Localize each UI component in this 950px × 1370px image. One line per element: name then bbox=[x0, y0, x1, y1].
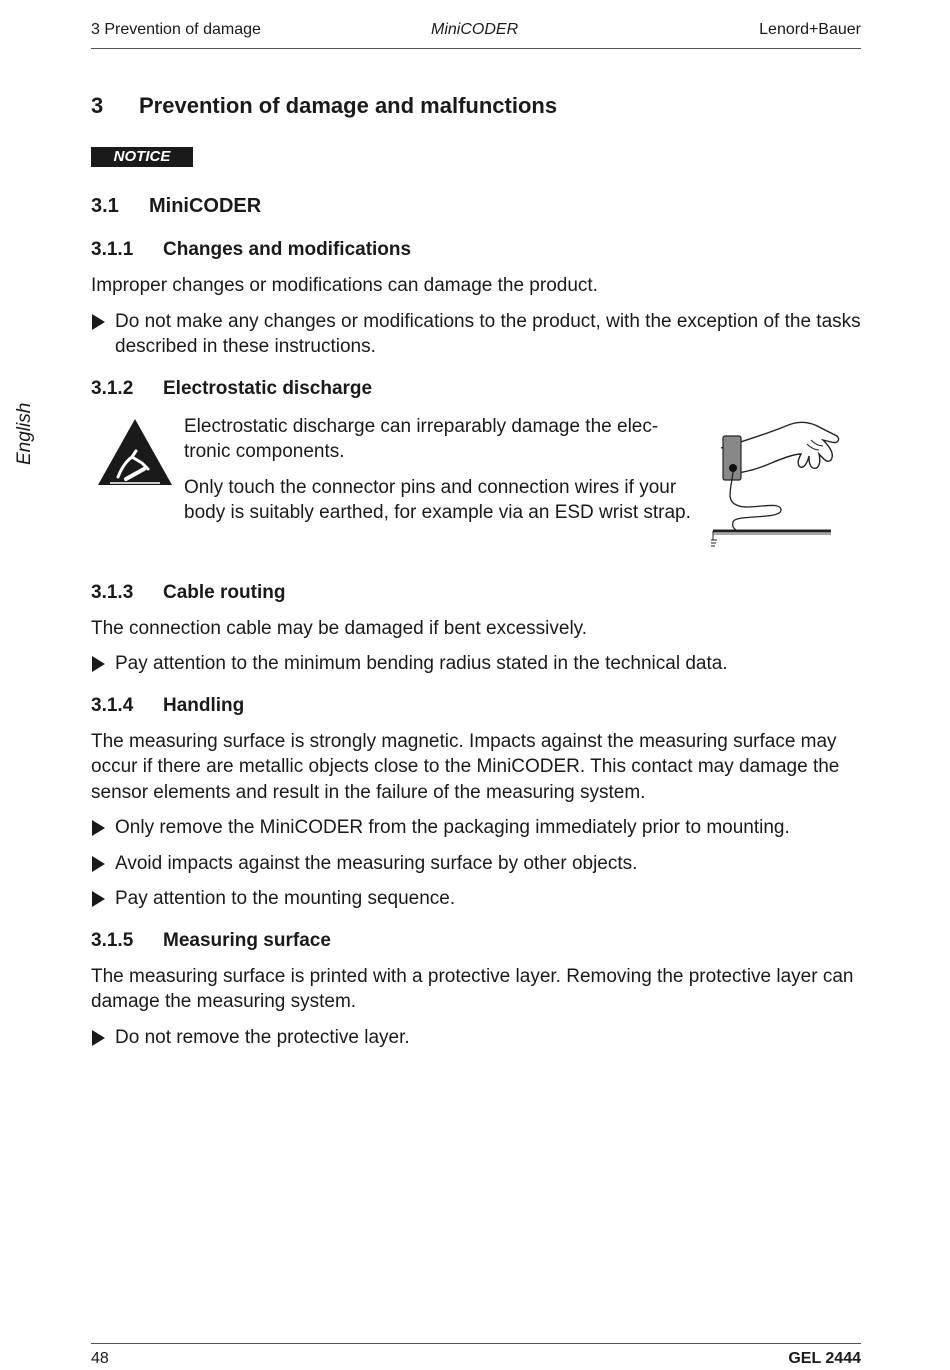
cable-text: The connection cable may be damaged if bent excessively. bbox=[91, 617, 588, 639]
subsection-number: 3.1.5 bbox=[91, 929, 134, 951]
triangle-bullet-icon bbox=[92, 656, 105, 672]
esd-text bbox=[184, 414, 704, 526]
section-number: 3.1 bbox=[91, 195, 119, 217]
document-code: GEL 2444 bbox=[788, 1350, 861, 1367]
esd-wrist-strap-icon bbox=[711, 414, 841, 549]
subsection-heading-surface bbox=[91, 928, 861, 954]
handling-bullet-3 bbox=[91, 886, 861, 912]
esd-text-2: Only touch the connector pins and connection wires if your body is suitably earthed, for example via an ESD wrist strap. bbox=[184, 476, 691, 523]
subsection-heading-changes bbox=[91, 237, 861, 263]
subsection-title: Changes and modifications bbox=[163, 239, 412, 260]
subsection-number: 3.1.1 bbox=[91, 239, 134, 260]
page-number: 48 bbox=[91, 1350, 109, 1367]
handling-bullet-1 bbox=[91, 815, 861, 841]
subsection-number: 3.1.4 bbox=[91, 694, 134, 716]
notice-badge: NOTICE bbox=[91, 147, 193, 167]
cable-bullet bbox=[91, 651, 861, 677]
subsection-title: Measuring surface bbox=[163, 929, 331, 951]
bullet-text: Do not remove the protective layer. bbox=[115, 1026, 410, 1048]
bullet-text: Do not make any changes or modifications to the product, with the exception of the tasks described in these instructions. bbox=[115, 310, 861, 357]
subsection-title: Cable routing bbox=[163, 581, 286, 603]
triangle-bullet-icon bbox=[92, 820, 105, 836]
handling-text: The measuring surface is strongly magnetic. Impacts against the measuring surface may occur if there are metallic objects close to the MiniCODER. This contact may damage the sensor elements and result in the failure of the measuring system. bbox=[91, 730, 840, 803]
surface-text: The measuring surface is printed with a protective layer. Removing the protective layer can damage the measuring system. bbox=[91, 965, 854, 1012]
section-title: MiniCODER bbox=[149, 195, 262, 217]
bullet-text: Only remove the MiniCODER from the packaging immediately prior to mounting. bbox=[115, 817, 790, 838]
bullet-text: Avoid impacts against the measuring surface by other objects. bbox=[115, 852, 638, 874]
chapter-title: Prevention of damage and malfunctions bbox=[139, 93, 558, 118]
subsection-heading-cable bbox=[91, 580, 861, 606]
bullet-text: Pay attention to the mounting sequence. bbox=[115, 888, 456, 909]
subsection-title: Electrostatic discharge bbox=[163, 377, 373, 399]
subsection-number: 3.1.2 bbox=[91, 377, 134, 399]
language-tab: English bbox=[14, 402, 35, 465]
subsection-number: 3.1.3 bbox=[91, 581, 134, 603]
subsection-heading-handling bbox=[91, 693, 861, 719]
esd-text-1: Electrostatic discharge can irreparably damage the elec-tronic components. bbox=[184, 415, 659, 462]
changes-bullet bbox=[91, 309, 861, 360]
subsection-title: Handling bbox=[163, 694, 245, 716]
chapter-number: 3 bbox=[91, 93, 104, 118]
header-product: MiniCODER bbox=[431, 21, 519, 38]
page-header bbox=[91, 21, 861, 49]
surface-bullet bbox=[91, 1025, 861, 1051]
chapter-heading bbox=[91, 90, 861, 122]
handling-bullet-2 bbox=[91, 851, 861, 877]
esd-warning-icon bbox=[96, 417, 174, 487]
subsection-heading-esd bbox=[91, 376, 861, 402]
page-footer bbox=[91, 1343, 861, 1368]
esd-block bbox=[91, 414, 861, 564]
triangle-bullet-icon bbox=[92, 891, 105, 907]
triangle-bullet-icon bbox=[92, 856, 105, 872]
section-heading bbox=[91, 191, 861, 221]
triangle-bullet-icon bbox=[92, 314, 105, 330]
header-section: 3 Prevention of damage bbox=[91, 21, 261, 38]
header-company: Lenord+Bauer bbox=[759, 21, 861, 38]
changes-text: Improper changes or modifications can damage the product. bbox=[91, 275, 598, 296]
page-content bbox=[91, 90, 861, 1050]
triangle-bullet-icon bbox=[92, 1030, 105, 1046]
bullet-text: Pay attention to the minimum bending radius stated in the technical data. bbox=[115, 653, 728, 674]
